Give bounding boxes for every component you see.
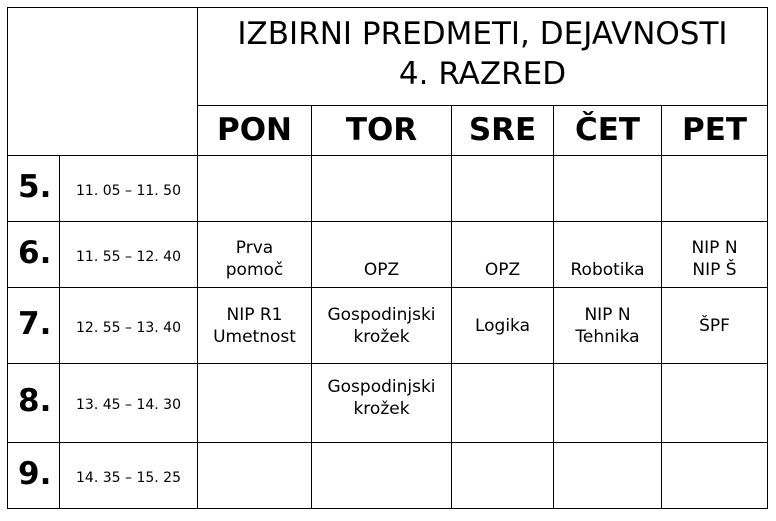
activity-cell xyxy=(198,443,312,509)
activity-cell xyxy=(312,156,452,222)
activity-label: OPZ xyxy=(484,260,521,280)
period-number: 7. xyxy=(8,288,60,364)
activity-cell xyxy=(554,222,662,288)
period-number: 5. xyxy=(8,156,60,222)
day-header-pet: PET xyxy=(662,106,768,156)
day-header-cet: ČET xyxy=(554,106,662,156)
activity-label: OPZ xyxy=(363,260,400,280)
activity-cell xyxy=(662,443,768,509)
period-number: 8. xyxy=(8,364,60,443)
period-number: 9. xyxy=(8,443,60,509)
period-row xyxy=(8,288,768,364)
schedule-title xyxy=(198,8,768,106)
title-line-2: 4. RAZRED xyxy=(398,56,567,92)
activity-cell xyxy=(198,156,312,222)
activity-cell xyxy=(452,443,554,509)
activity-cell xyxy=(554,156,662,222)
activity-label: pomoč xyxy=(225,260,284,280)
activity-cell xyxy=(554,443,662,509)
activity-cell xyxy=(452,288,554,364)
activity-label: krožek xyxy=(353,399,410,419)
period-time: 11. 55 – 12. 40 xyxy=(60,222,198,288)
activity-label: NIP R1 xyxy=(226,304,283,325)
period-row xyxy=(8,156,768,222)
activity-cell xyxy=(662,222,768,288)
period-time: 14. 35 – 15. 25 xyxy=(60,443,198,509)
title-line-1: IZBIRNI PREDMETI, DEJAVNOSTI xyxy=(237,16,728,52)
activity-label: Gospodinjski xyxy=(327,304,436,325)
period-time: 11. 05 – 11. 50 xyxy=(60,156,198,222)
activity-label: Umetnost xyxy=(213,326,296,347)
period-time: 13. 45 – 14. 30 xyxy=(60,364,198,443)
activity-cell xyxy=(452,222,554,288)
activity-label: NIP N xyxy=(584,304,631,325)
period-row xyxy=(8,364,768,443)
activity-label: Tehnika xyxy=(575,326,640,347)
activity-cell xyxy=(198,288,312,364)
period-row xyxy=(8,222,768,288)
activity-cell xyxy=(662,288,768,364)
activity-label: krožek xyxy=(353,326,410,347)
activity-cell xyxy=(452,156,554,222)
activity-cell xyxy=(198,364,312,443)
activity-label: NIP Š xyxy=(692,260,737,280)
activity-cell xyxy=(662,364,768,443)
day-header-tor: TOR xyxy=(312,106,452,156)
activity-cell xyxy=(554,288,662,364)
activity-label: Logika xyxy=(474,315,531,336)
activity-label: Prva xyxy=(235,238,274,258)
schedule-table xyxy=(7,7,768,509)
activity-cell xyxy=(198,222,312,288)
activity-cell xyxy=(312,288,452,364)
activity-cell xyxy=(554,364,662,443)
period-time: 12. 55 – 13. 40 xyxy=(60,288,198,364)
activity-cell xyxy=(312,364,452,443)
period-number: 6. xyxy=(8,222,60,288)
activity-label: Gospodinjski xyxy=(327,377,436,397)
activity-cell xyxy=(312,443,452,509)
day-header-sre: SRE xyxy=(452,106,554,156)
activity-label: NIP N xyxy=(691,238,738,258)
activity-label: Robotika xyxy=(570,260,645,280)
activity-cell xyxy=(312,222,452,288)
activity-cell xyxy=(452,364,554,443)
day-header-pon: PON xyxy=(198,106,312,156)
activity-label: ŠPF xyxy=(699,315,730,336)
corner-cell xyxy=(8,8,198,156)
activity-cell xyxy=(662,156,768,222)
period-row xyxy=(8,443,768,509)
title-row xyxy=(8,8,768,106)
